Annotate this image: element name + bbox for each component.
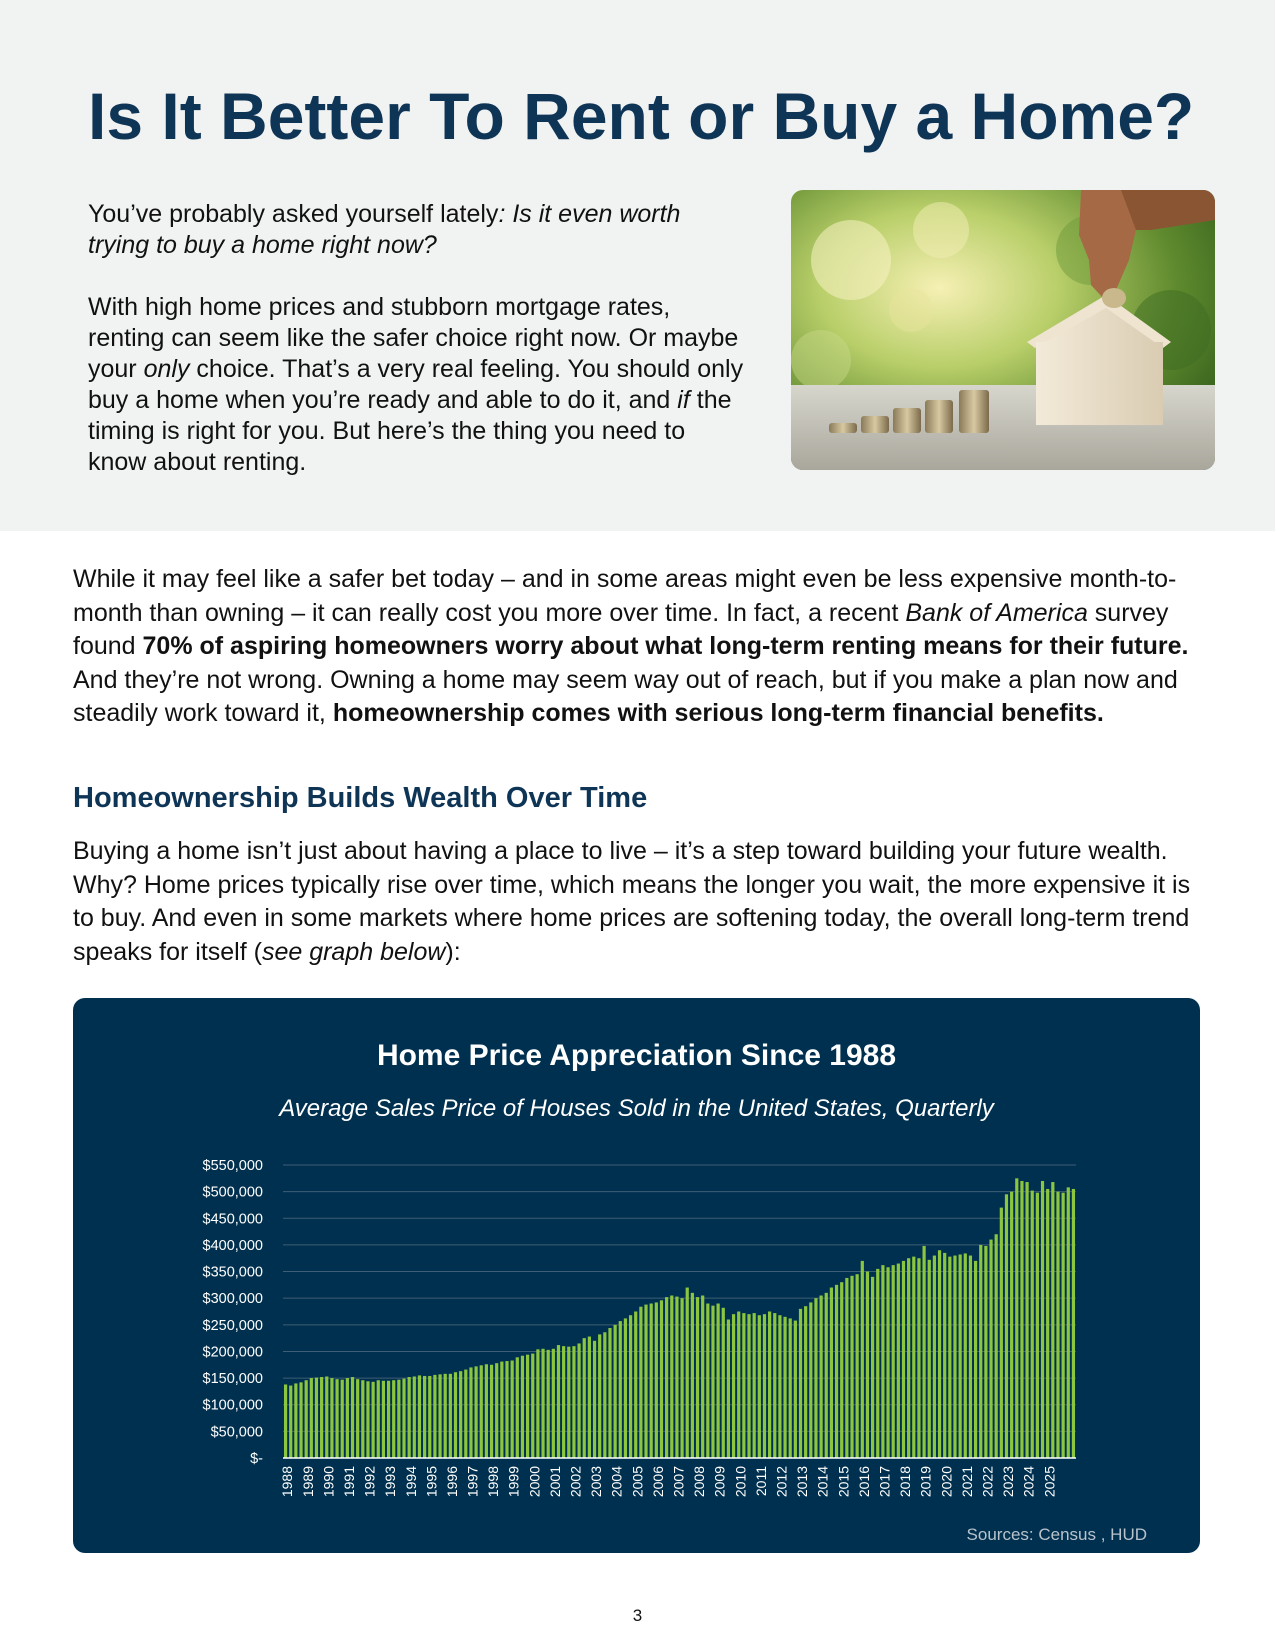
bar xyxy=(639,1307,642,1458)
text-run: : Is it even worth trying to buy a home right now? xyxy=(88,200,681,259)
bar xyxy=(732,1314,735,1458)
bar xyxy=(892,1265,895,1458)
bar xyxy=(387,1381,390,1458)
bar xyxy=(335,1379,338,1458)
x-tick-label: 1995 xyxy=(423,1466,440,1498)
bar xyxy=(505,1361,508,1458)
bar xyxy=(531,1354,534,1458)
chart-sources: Sources: Census , HUD xyxy=(966,1525,1147,1544)
bar xyxy=(969,1256,972,1458)
bar xyxy=(722,1308,725,1458)
bar xyxy=(1025,1182,1028,1458)
chart-panel xyxy=(73,998,1200,1553)
chart-title: Home Price Appreciation Since 1988 xyxy=(376,1039,897,1072)
bar xyxy=(644,1305,647,1458)
bar xyxy=(902,1261,905,1458)
bar xyxy=(634,1312,637,1459)
x-tick-label: 2020 xyxy=(938,1466,955,1498)
x-tick-label: 2000 xyxy=(526,1466,543,1498)
hero-section xyxy=(0,0,1275,531)
bar xyxy=(753,1313,756,1458)
bar xyxy=(799,1309,802,1458)
chart-subtitle: Average Sales Price of Houses Sold in the United States, Quarterly xyxy=(279,1095,994,1122)
bar xyxy=(830,1288,833,1458)
bar xyxy=(562,1346,565,1458)
bar xyxy=(619,1321,622,1458)
bar xyxy=(356,1379,359,1458)
bar xyxy=(938,1250,941,1458)
y-tick-label: $400,000 xyxy=(202,1237,263,1254)
bar xyxy=(1010,1192,1013,1458)
bar xyxy=(773,1313,776,1458)
bar xyxy=(758,1315,761,1458)
bar xyxy=(696,1297,699,1458)
bar xyxy=(299,1382,302,1458)
y-tick-label: $500,000 xyxy=(202,1184,263,1201)
bar xyxy=(372,1382,375,1458)
x-tick-label: 2002 xyxy=(567,1466,584,1498)
bar xyxy=(629,1315,632,1458)
bar xyxy=(541,1349,544,1458)
bar xyxy=(794,1321,797,1458)
body-paragraph-1 xyxy=(73,563,1213,731)
bar xyxy=(783,1317,786,1458)
x-tick-label: 2016 xyxy=(855,1466,872,1498)
bar xyxy=(500,1362,503,1458)
text-run: ): xyxy=(445,937,461,966)
bar xyxy=(593,1341,596,1458)
x-tick-label: 2008 xyxy=(691,1466,708,1498)
y-tick-label: $- xyxy=(250,1451,263,1467)
bar xyxy=(1036,1193,1039,1458)
bar xyxy=(469,1367,472,1458)
bar xyxy=(727,1319,730,1458)
x-tick-label: 1996 xyxy=(444,1466,460,1498)
x-tick-label: 2005 xyxy=(629,1466,646,1498)
x-tick-label: 1989 xyxy=(299,1466,316,1498)
bar xyxy=(552,1349,555,1458)
y-tick-label: $300,000 xyxy=(202,1291,263,1308)
bar xyxy=(289,1386,292,1458)
x-tick-label: 2010 xyxy=(732,1466,749,1498)
bar xyxy=(588,1337,591,1458)
section-heading: Homeownership Builds Wealth Over Time xyxy=(73,782,648,814)
bar xyxy=(475,1366,478,1458)
bar xyxy=(742,1313,745,1458)
bar xyxy=(1015,1178,1018,1458)
x-tick-label: 2012 xyxy=(773,1466,790,1498)
bar xyxy=(768,1312,771,1459)
x-tick-label: 2018 xyxy=(897,1466,914,1498)
bar xyxy=(413,1376,416,1458)
bar xyxy=(433,1375,436,1458)
bar xyxy=(608,1328,611,1458)
bar xyxy=(840,1282,843,1458)
bar xyxy=(959,1255,962,1459)
x-tick-label: 1990 xyxy=(320,1466,337,1498)
x-tick-label: 2025 xyxy=(1041,1466,1058,1498)
bar xyxy=(330,1378,333,1458)
bar xyxy=(402,1379,405,1458)
bar xyxy=(979,1245,982,1458)
x-tick-label: 1992 xyxy=(361,1466,378,1498)
bar xyxy=(706,1304,709,1458)
bar xyxy=(418,1375,421,1458)
bar xyxy=(897,1264,900,1458)
bar xyxy=(747,1314,750,1458)
y-tick-label: $200,000 xyxy=(202,1344,263,1361)
bar xyxy=(603,1332,606,1458)
bar xyxy=(428,1376,431,1458)
bar xyxy=(485,1364,488,1458)
bar xyxy=(995,1234,998,1458)
bar xyxy=(871,1277,874,1458)
bar xyxy=(464,1370,467,1458)
bar xyxy=(382,1381,385,1458)
bar xyxy=(814,1298,817,1458)
bar xyxy=(825,1293,828,1458)
bar xyxy=(408,1377,411,1458)
x-tick-label: 2006 xyxy=(649,1466,666,1498)
bar xyxy=(1062,1193,1065,1458)
bar xyxy=(886,1267,889,1458)
bar xyxy=(717,1304,720,1458)
x-tick-label: 2017 xyxy=(876,1466,893,1498)
bar xyxy=(294,1383,297,1458)
bar xyxy=(526,1355,529,1458)
house-coins-photo xyxy=(791,190,1215,470)
bar xyxy=(933,1256,936,1458)
x-tick-label: 2022 xyxy=(979,1466,996,1498)
x-tick-label: 2021 xyxy=(958,1466,975,1498)
bar xyxy=(557,1345,560,1458)
bar xyxy=(660,1300,663,1458)
bar xyxy=(567,1347,570,1458)
bar xyxy=(547,1350,550,1458)
bar xyxy=(665,1297,668,1458)
text-run: Buying a home isn’t just about having a place to live – it’s a step toward building your future wealth. Why? Home prices typically rise over time, which means the longer you wait, the more expensive it is to buy. And even in some markets where home prices are softening today, the overall long-term trend speaks for itself ( xyxy=(73,837,1191,966)
bar xyxy=(284,1384,287,1458)
x-tick-label: 1993 xyxy=(382,1466,399,1498)
x-tick-label: 1994 xyxy=(402,1466,419,1498)
bar xyxy=(928,1260,931,1458)
bar xyxy=(423,1376,426,1458)
bar xyxy=(583,1338,586,1458)
y-tick-label: $150,000 xyxy=(202,1371,263,1388)
bar xyxy=(650,1304,653,1458)
bar xyxy=(974,1261,977,1458)
bar xyxy=(624,1318,627,1458)
bar xyxy=(1020,1181,1023,1458)
y-tick-label: $450,000 xyxy=(202,1211,263,1228)
bar xyxy=(881,1265,884,1458)
x-tick-label: 2015 xyxy=(835,1466,852,1498)
text-run: see graph below xyxy=(261,937,446,966)
bar xyxy=(763,1314,766,1458)
y-tick-label: $550,000 xyxy=(202,1158,263,1174)
bar xyxy=(850,1276,853,1458)
bar xyxy=(989,1240,992,1458)
bar xyxy=(686,1288,689,1458)
bar xyxy=(495,1363,498,1458)
text-run: With high home prices and stubborn mortgage rates, renting can seem like the safer choice right now. Or maybe your xyxy=(88,293,739,383)
bar xyxy=(1067,1187,1070,1458)
x-tick-label: 1998 xyxy=(485,1466,502,1498)
x-tick-label: 2011 xyxy=(752,1466,769,1497)
bar xyxy=(346,1378,349,1458)
bar xyxy=(598,1334,601,1458)
bar xyxy=(917,1258,920,1458)
bar xyxy=(737,1312,740,1459)
bar xyxy=(1046,1189,1049,1458)
bar xyxy=(377,1380,380,1458)
bar xyxy=(778,1315,781,1458)
x-tick-label: 2019 xyxy=(917,1466,934,1498)
bar xyxy=(577,1343,580,1458)
x-tick-label: 2004 xyxy=(608,1466,625,1498)
text-run: You’ve probably asked yourself lately xyxy=(88,200,499,228)
bar-chart xyxy=(73,998,1200,1553)
x-tick-label: 2024 xyxy=(1020,1466,1037,1498)
body-paragraph-2 xyxy=(73,835,1213,969)
bar xyxy=(397,1380,400,1458)
text-run: the timing is right for you. But here’s the thing you need to know about renting. xyxy=(88,386,732,476)
x-tick-label: 2014 xyxy=(814,1466,831,1498)
bar xyxy=(835,1285,838,1458)
x-tick-label: 1999 xyxy=(505,1466,522,1498)
bar xyxy=(789,1318,792,1458)
text-run: if xyxy=(677,386,690,414)
bar xyxy=(366,1381,369,1458)
bar xyxy=(1031,1191,1034,1458)
bar xyxy=(1051,1182,1054,1458)
bar xyxy=(325,1376,328,1458)
text-run: choice. That’s a very real feeling. You should only buy a home when you’re ready and able to do it, and xyxy=(88,355,744,414)
bar xyxy=(680,1298,683,1458)
x-tick-label: 1988 xyxy=(279,1466,296,1498)
bar xyxy=(315,1378,318,1458)
bar xyxy=(809,1302,812,1458)
page-number: 3 xyxy=(632,1606,643,1625)
bar xyxy=(845,1278,848,1458)
bar xyxy=(953,1256,956,1458)
bar xyxy=(449,1374,452,1458)
bar xyxy=(572,1346,575,1458)
bar xyxy=(691,1293,694,1458)
bar xyxy=(480,1365,483,1458)
x-tick-label: 2023 xyxy=(1000,1466,1017,1498)
x-tick-label: 2013 xyxy=(794,1466,811,1498)
bar xyxy=(964,1253,967,1458)
bar xyxy=(804,1306,807,1458)
bar xyxy=(856,1274,859,1458)
bar xyxy=(670,1296,673,1458)
bar xyxy=(361,1380,364,1458)
bar xyxy=(923,1246,926,1458)
intro-paragraph-2 xyxy=(88,292,748,478)
bar xyxy=(392,1380,395,1458)
y-tick-label: $50,000 xyxy=(210,1424,263,1441)
bar xyxy=(521,1356,524,1458)
bar xyxy=(614,1325,617,1458)
bar xyxy=(711,1306,714,1458)
bar xyxy=(866,1272,869,1458)
bar xyxy=(310,1378,313,1458)
bar xyxy=(1072,1189,1075,1458)
x-tick-label: 2003 xyxy=(588,1466,605,1498)
bar xyxy=(459,1371,462,1458)
bar xyxy=(1041,1181,1044,1458)
intro-text xyxy=(88,199,748,478)
bar xyxy=(511,1361,514,1458)
bar xyxy=(444,1374,447,1458)
text-run: While it may feel like a safer bet today – and in some areas might even be less expensive month-to-month than owning – it can really cost you more over time. In fact, a recent xyxy=(73,565,1177,627)
bar xyxy=(655,1302,658,1458)
page-title: Is It Better To Rent or Buy a Home? xyxy=(88,79,1195,153)
text-run: And they’re not wrong. Owning a home may seem way out of reach, but if you make a plan now and steadily work toward it, xyxy=(73,665,1178,727)
y-tick-label: $350,000 xyxy=(202,1264,263,1281)
bar xyxy=(907,1258,910,1458)
bar xyxy=(912,1257,915,1458)
text-run: only xyxy=(143,355,190,383)
x-tick-label: 1991 xyxy=(341,1466,357,1498)
bar xyxy=(943,1253,946,1458)
bar xyxy=(516,1357,519,1458)
bar xyxy=(1000,1208,1003,1458)
bar xyxy=(341,1380,344,1458)
x-tick-label: 1997 xyxy=(464,1466,481,1498)
bar xyxy=(490,1365,493,1458)
text-run: survey found xyxy=(73,598,1169,660)
text-run: 70% of aspiring homeowners worry about what long-term renting means for their future. xyxy=(142,632,1189,660)
bar xyxy=(1056,1192,1059,1458)
text-run: Bank of America xyxy=(905,598,1088,627)
bar xyxy=(984,1246,987,1458)
bar xyxy=(305,1380,308,1458)
x-tick-label: 2009 xyxy=(711,1466,728,1498)
bar xyxy=(675,1297,678,1458)
bar xyxy=(861,1261,864,1458)
bar xyxy=(351,1377,354,1458)
bar xyxy=(454,1372,457,1458)
bar xyxy=(320,1377,323,1458)
bar xyxy=(820,1296,823,1458)
text-run: homeownership comes with serious long-term financial benefits. xyxy=(332,699,1104,727)
y-tick-label: $250,000 xyxy=(202,1317,263,1334)
bar xyxy=(948,1257,951,1458)
x-tick-label: 2007 xyxy=(670,1466,687,1498)
bar xyxy=(701,1296,704,1458)
bar xyxy=(536,1349,539,1458)
bar xyxy=(438,1374,441,1458)
x-tick-label: 2001 xyxy=(546,1466,563,1498)
y-tick-label: $100,000 xyxy=(202,1397,263,1414)
bar xyxy=(1005,1194,1008,1458)
bar xyxy=(876,1269,879,1458)
intro-paragraph-1 xyxy=(88,199,748,261)
